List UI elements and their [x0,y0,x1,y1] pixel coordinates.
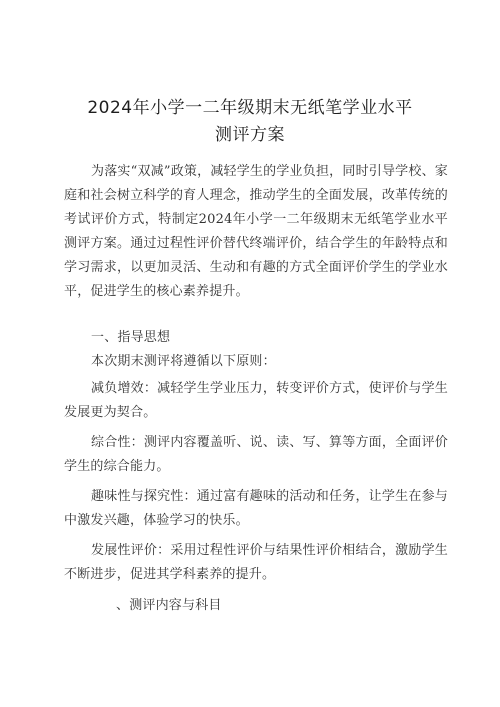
principle-paragraph: 趣味性与探究性：通过富有趣味的活动和任务，让学生在参与中激发兴趣，体验学习的快乐。 [64,489,448,528]
section-1-heading: 一、指导思想 [91,330,171,345]
document-title-line-1: 2024年小学一二年级期末无纸笔学业水平 [87,98,413,118]
principle-paragraph: 减负增效：减轻学生学业压力，转变评价方式，使评价与学生发展更为契合。 [64,381,448,420]
section-2-heading: 、测评内容与科目 [116,598,222,613]
principle-paragraph: 综合性：测评内容覆盖听、说、读、写、算等方面，全面评价学生的综合能力。 [64,435,448,474]
principle-paragraph: 发展性评价：采用过程性评价与结果性评价相结合，激励学生不断进步，促进其学科素养的提升。 [64,543,448,582]
section-1-lead: 本次期末测评将遵循以下原则： [91,354,276,369]
intro-paragraph: 为落实“双减”政策，减轻学生的学业负担，同时引导学校、家庭和社会树立科学的育人理念，推动学生的全面发展，改革传统的考试评价方式，特制定2024年小学一二年级期末无纸笔学业水平测评方案。通过过程性评价替代终端评价，结合学生的年龄特点和学习需求，以更加灵活、生动和有趣的方式全面评价学生的学业水平，促进学生的核心素养提升。 [64,164,448,299]
document-title-line-2: 测评方案 [215,125,285,145]
